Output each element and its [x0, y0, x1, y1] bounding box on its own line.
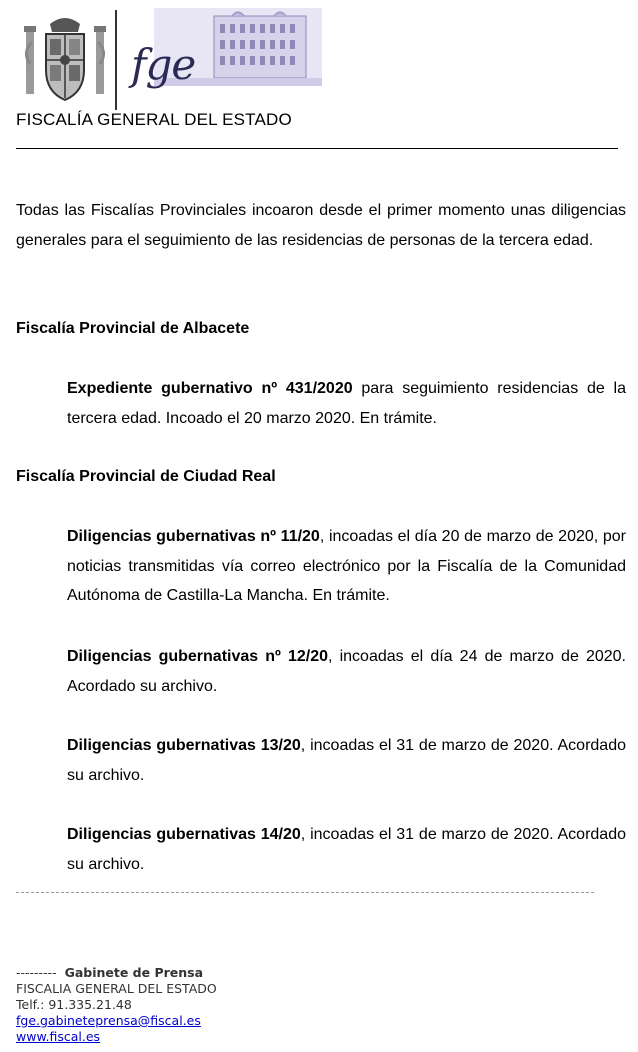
- intro-paragraph: Todas las Fiscalías Provinciales incoaron desde el primer momento unas diligencias generales para el seguimiento de las residencias de personas de la tercera edad.: [16, 202, 626, 249]
- entry-paragraph: [67, 642, 626, 701]
- fge-logo-text: fge: [131, 40, 196, 89]
- press-office-label: Gabinete de Prensa: [64, 965, 204, 980]
- footer-divider: [16, 892, 594, 893]
- footer-email-link[interactable]: fge.gabineteprensa@fiscal.es: [16, 1013, 201, 1028]
- footer-org: FISCALIA GENERAL DEL ESTADO: [16, 981, 217, 996]
- footer-dashes: ---------: [16, 965, 57, 980]
- entry-paragraph: [67, 374, 626, 433]
- footer-press-office: [16, 965, 203, 981]
- header-divider: [16, 148, 618, 149]
- footer-website-link[interactable]: www.fiscal.es: [16, 1029, 101, 1044]
- entry-text: para seguimiento residencias de la tercera edad. Incoado el 20 marzo 2020. En trámite.: [67, 380, 627, 427]
- entry-text: , incoadas el día 20 de marzo de 2020, por noticias transmitidas vía correo electrónico por la Fiscalía de la Comunidad Autónoma de Castilla-La Mancha. En trámite.: [67, 528, 626, 604]
- entry-title: Diligencias gubernativas 14/20: [67, 826, 301, 843]
- logo-separator: [115, 10, 117, 110]
- header-logos: [18, 6, 328, 110]
- coat-of-arms-icon: [22, 12, 108, 104]
- entry-paragraph: [67, 522, 626, 611]
- entry-title: Diligencias gubernativas nº 12/20: [67, 648, 329, 665]
- entry-paragraph: [67, 820, 626, 879]
- entry-title: Expediente gubernativo nº 431/2020: [67, 380, 353, 397]
- entry-text: , incoadas el día 24 de marzo de 2020. Acordado su archivo.: [67, 648, 626, 695]
- entry-text: , incoadas el 31 de marzo de 2020. Acordado su archivo.: [67, 737, 626, 784]
- entry-title: Diligencias gubernativas nº 11/20: [67, 528, 320, 545]
- entry-text: , incoadas el 31 de marzo de 2020. Acordado su archivo.: [67, 826, 626, 873]
- entry-paragraph: [67, 731, 626, 790]
- entry-title: Diligencias gubernativas 13/20: [67, 737, 301, 754]
- section-heading: Fiscalía Provincial de Albacete: [16, 320, 250, 337]
- footer-phone: Telf.: 91.335.21.48: [16, 997, 132, 1012]
- section-heading: Fiscalía Provincial de Ciudad Real: [16, 468, 276, 485]
- org-title: FISCALÍA GENERAL DEL ESTADO: [16, 110, 292, 129]
